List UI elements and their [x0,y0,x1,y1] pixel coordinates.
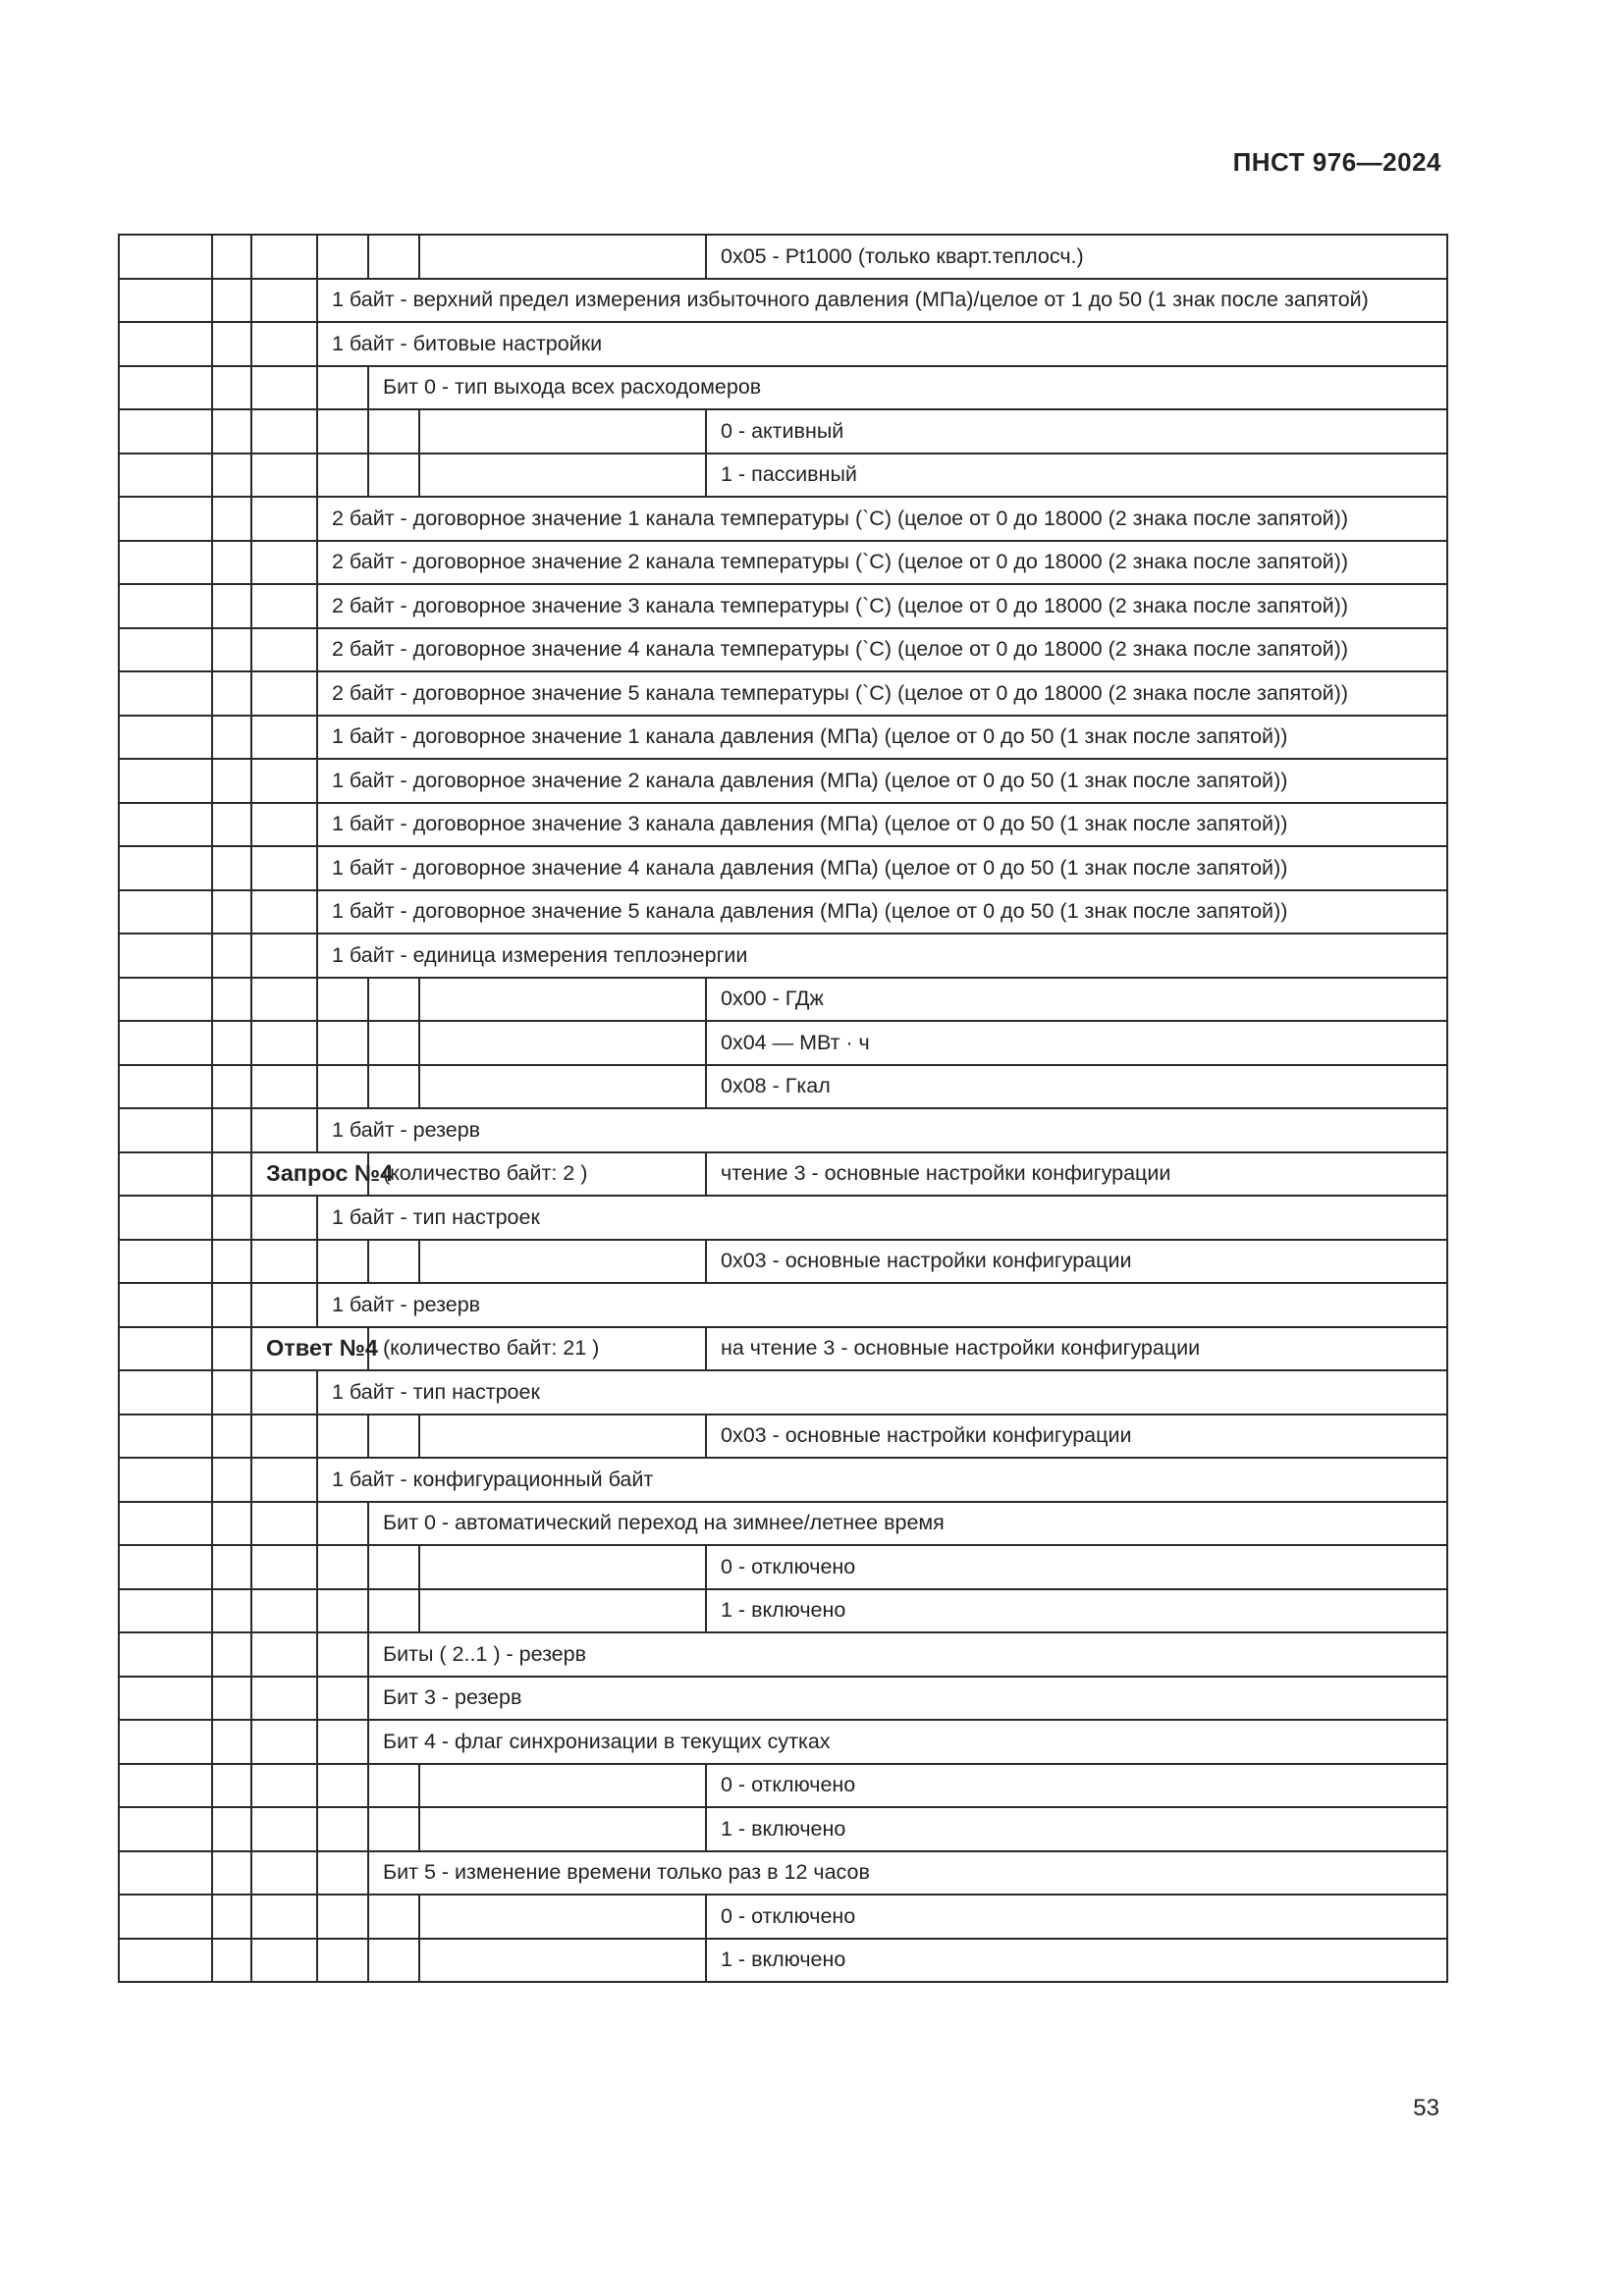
value-cell: 1 - пассивный [706,454,1447,498]
empty-cell [251,1720,317,1764]
empty-cell [251,1632,317,1677]
empty-cell [212,1895,251,1939]
empty-cell [119,1415,212,1459]
empty-cell [251,1108,317,1152]
empty-cell [419,1939,706,1983]
empty-cell [317,1502,368,1546]
empty-cell [212,1851,251,1896]
empty-cell [119,497,212,541]
empty-cell [212,1807,251,1851]
empty-cell [212,978,251,1022]
empty-cell [212,1764,251,1808]
empty-cell [212,1021,251,1065]
empty-cell [368,1415,419,1459]
bit-description-cell: Бит 4 - флаг синхронизации в текущих сутках [368,1720,1447,1764]
empty-cell [119,1502,212,1546]
empty-cell [251,454,317,498]
byte-count-cell: (количество байт: 2 ) [368,1152,706,1197]
empty-cell [212,628,251,672]
table-row [119,759,1447,803]
empty-cell [317,366,368,410]
table-row [119,1720,1447,1764]
empty-cell [317,978,368,1022]
empty-cell [251,279,317,323]
empty-cell [317,1677,368,1721]
empty-cell [317,1764,368,1808]
value-cell: 1 - включено [706,1807,1447,1851]
empty-cell [212,1196,251,1240]
empty-cell [119,1939,212,1983]
empty-cell [251,541,317,585]
empty-cell [119,803,212,847]
empty-cell [212,366,251,410]
byte-description-cell: 1 байт - договорное значение 2 канала давления (МПа) (целое от 0 до 50 (1 знак после запятой)) [317,759,1447,803]
table-row [119,1939,1447,1983]
page-number: 53 [1413,2095,1439,2121]
empty-cell [251,1764,317,1808]
empty-cell [119,1764,212,1808]
table-row [119,1108,1447,1152]
empty-cell [119,1240,212,1284]
empty-cell [251,1895,317,1939]
empty-cell [317,1545,368,1589]
table-row [119,1065,1447,1109]
empty-cell [119,890,212,934]
table-row [119,890,1447,934]
empty-cell [368,409,419,454]
empty-cell [368,454,419,498]
empty-cell [317,454,368,498]
value-cell: 1 - включено [706,1939,1447,1983]
empty-cell [251,1415,317,1459]
table-row [119,1677,1447,1721]
table-row [119,1327,1447,1371]
empty-cell [317,1939,368,1983]
empty-cell [212,1677,251,1721]
value-cell: 0x04 — МВт · ч [706,1021,1447,1065]
empty-cell [419,1415,706,1459]
empty-cell [212,1283,251,1327]
table-row [119,454,1447,498]
empty-cell [317,1720,368,1764]
byte-description-cell: 2 байт - договорное значение 1 канала температуры (`C) (целое от 0 до 18000 (2 знака после запятой)) [317,497,1447,541]
table-row [119,1415,1447,1459]
bit-description-cell: Бит 5 - изменение времени только раз в 12 часов [368,1851,1447,1896]
empty-cell [317,1240,368,1284]
empty-cell [212,235,251,279]
table-row [119,934,1447,978]
empty-cell [251,1807,317,1851]
empty-cell [212,1589,251,1633]
empty-cell [119,454,212,498]
empty-cell [419,978,706,1022]
table-row [119,1764,1447,1808]
byte-description-cell: 1 байт - резерв [317,1283,1447,1327]
empty-cell [317,409,368,454]
table-row [119,628,1447,672]
bit-description-cell: Бит 0 - автоматический переход на зимнее/летнее время [368,1502,1447,1546]
table-row [119,1502,1447,1546]
empty-cell [317,1415,368,1459]
request-label: Запрос №4 [251,1152,368,1197]
value-cell: 0x03 - основные настройки конфигурации [706,1240,1447,1284]
table-row [119,1458,1447,1502]
empty-cell [251,1240,317,1284]
empty-cell [251,1196,317,1240]
value-cell: 0 - отключено [706,1545,1447,1589]
empty-cell [212,409,251,454]
empty-cell [419,1807,706,1851]
empty-cell [251,1502,317,1546]
empty-cell [251,803,317,847]
empty-cell [419,1589,706,1633]
table-row [119,1240,1447,1284]
empty-cell [251,628,317,672]
empty-cell [368,1065,419,1109]
byte-description-cell: 2 байт - договорное значение 4 канала температуры (`C) (целое от 0 до 18000 (2 знака после запятой)) [317,628,1447,672]
table-row [119,1021,1447,1065]
byte-description-cell: 1 байт - битовые настройки [317,322,1447,366]
empty-cell [212,1370,251,1415]
empty-cell [119,1632,212,1677]
empty-cell [212,1415,251,1459]
empty-cell [212,1939,251,1983]
empty-cell [419,1065,706,1109]
empty-cell [251,671,317,716]
byte-description-cell: 1 байт - резерв [317,1108,1447,1152]
empty-cell [251,1283,317,1327]
empty-cell [251,235,317,279]
byte-description-cell: 1 байт - конфигурационный байт [317,1458,1447,1502]
table-row [119,497,1447,541]
empty-cell [419,454,706,498]
empty-cell [419,1545,706,1589]
empty-cell [212,1065,251,1109]
table-row [119,716,1447,760]
empty-cell [317,1632,368,1677]
empty-cell [368,1764,419,1808]
empty-cell [212,803,251,847]
value-cell: 0x00 - ГДж [706,978,1447,1022]
request-label: Ответ №4 [251,1327,368,1371]
table-row [119,1589,1447,1633]
empty-cell [119,1545,212,1589]
empty-cell [212,759,251,803]
empty-cell [119,978,212,1022]
byte-description-cell: 1 байт - договорное значение 4 канала давления (МПа) (целое от 0 до 50 (1 знак после запятой)) [317,846,1447,890]
empty-cell [119,1327,212,1371]
empty-cell [119,846,212,890]
empty-cell [119,1720,212,1764]
empty-cell [212,1327,251,1371]
table-row [119,322,1447,366]
byte-count-cell: (количество байт: 21 ) [368,1327,706,1371]
empty-cell [119,1021,212,1065]
empty-cell [212,497,251,541]
value-cell: 0 - отключено [706,1895,1447,1939]
empty-cell [212,1152,251,1197]
protocol-spec-table [118,234,1448,1983]
empty-cell [119,934,212,978]
empty-cell [251,1589,317,1633]
empty-cell [119,235,212,279]
empty-cell [251,497,317,541]
byte-description-cell: 1 байт - единица измерения теплоэнергии [317,934,1447,978]
empty-cell [119,541,212,585]
empty-cell [119,1589,212,1633]
value-cell: 0x05 - Pt1000 (только кварт.теплосч.) [706,235,1447,279]
document-code: ПНСТ 976—2024 [1232,147,1441,177]
table-row [119,1851,1447,1896]
empty-cell [419,1764,706,1808]
empty-cell [212,454,251,498]
empty-cell [212,1458,251,1502]
table-row [119,803,1447,847]
byte-description-cell: 1 байт - договорное значение 5 канала давления (МПа) (целое от 0 до 50 (1 знак после запятой)) [317,890,1447,934]
empty-cell [119,716,212,760]
table-row [119,1545,1447,1589]
value-cell: 0x03 - основные настройки конфигурации [706,1415,1447,1459]
empty-cell [212,1502,251,1546]
empty-cell [419,1240,706,1284]
table-row [119,1370,1447,1415]
empty-cell [251,1939,317,1983]
empty-cell [251,1545,317,1589]
empty-cell [368,1807,419,1851]
bit-description-cell: Бит 3 - резерв [368,1677,1447,1721]
empty-cell [119,366,212,410]
empty-cell [119,628,212,672]
empty-cell [212,1240,251,1284]
empty-cell [119,1196,212,1240]
empty-cell [212,322,251,366]
empty-cell [368,978,419,1022]
empty-cell [251,322,317,366]
empty-cell [251,366,317,410]
table-row [119,671,1447,716]
empty-cell [119,279,212,323]
empty-cell [317,1851,368,1896]
byte-description-cell: 1 байт - договорное значение 3 канала давления (МПа) (целое от 0 до 50 (1 знак после запятой)) [317,803,1447,847]
empty-cell [119,1677,212,1721]
empty-cell [317,1895,368,1939]
table-row [119,1283,1447,1327]
empty-cell [212,279,251,323]
empty-cell [368,1895,419,1939]
empty-cell [251,584,317,628]
empty-cell [317,235,368,279]
empty-cell [251,978,317,1022]
empty-cell [119,1108,212,1152]
empty-cell [317,1589,368,1633]
empty-cell [251,1370,317,1415]
empty-cell [119,1458,212,1502]
empty-cell [119,322,212,366]
empty-cell [212,716,251,760]
empty-cell [419,409,706,454]
byte-description-cell: 1 байт - тип настроек [317,1196,1447,1240]
table-row [119,1152,1447,1197]
empty-cell [212,584,251,628]
empty-cell [212,541,251,585]
table-row [119,1895,1447,1939]
empty-cell [251,1677,317,1721]
byte-description-cell: 2 байт - договорное значение 3 канала температуры (`C) (целое от 0 до 18000 (2 знака после запятой)) [317,584,1447,628]
byte-description-cell: 1 байт - тип настроек [317,1370,1447,1415]
empty-cell [119,1152,212,1197]
empty-cell [251,759,317,803]
table-row [119,235,1447,279]
empty-cell [119,1065,212,1109]
table-row [119,279,1447,323]
empty-cell [119,584,212,628]
request-description-cell: на чтение 3 - основные настройки конфигурации [706,1327,1447,1371]
empty-cell [119,1807,212,1851]
empty-cell [419,1021,706,1065]
bit-description-cell: Биты ( 2..1 ) - резерв [368,1632,1447,1677]
empty-cell [368,1021,419,1065]
empty-cell [212,1632,251,1677]
empty-cell [251,409,317,454]
table-row [119,1196,1447,1240]
empty-cell [212,890,251,934]
byte-description-cell: 1 байт - верхний предел измерения избыточного давления (МПа)/целое от 1 до 50 (1 знак после запятой) [317,279,1447,323]
byte-description-cell: 2 байт - договорное значение 5 канала температуры (`C) (целое от 0 до 18000 (2 знака после запятой)) [317,671,1447,716]
empty-cell [212,846,251,890]
empty-cell [317,1065,368,1109]
value-cell: 0x08 - Гкал [706,1065,1447,1109]
empty-cell [251,1458,317,1502]
empty-cell [368,1240,419,1284]
empty-cell [212,671,251,716]
empty-cell [251,934,317,978]
empty-cell [368,1545,419,1589]
table-row [119,409,1447,454]
empty-cell [212,1720,251,1764]
byte-description-cell: 2 байт - договорное значение 2 канала температуры (`C) (целое от 0 до 18000 (2 знака после запятой)) [317,541,1447,585]
table-row [119,846,1447,890]
value-cell: 1 - включено [706,1589,1447,1633]
empty-cell [119,759,212,803]
empty-cell [317,1807,368,1851]
empty-cell [419,235,706,279]
table-row [119,541,1447,585]
bit-description-cell: Бит 0 - тип выхода всех расходомеров [368,366,1447,410]
table-row [119,1632,1447,1677]
empty-cell [119,1283,212,1327]
byte-description-cell: 1 байт - договорное значение 1 канала давления (МПа) (целое от 0 до 50 (1 знак после запятой)) [317,716,1447,760]
request-description-cell: чтение 3 - основные настройки конфигурации [706,1152,1447,1197]
empty-cell [317,1021,368,1065]
empty-cell [119,1851,212,1896]
table-row [119,978,1447,1022]
empty-cell [251,716,317,760]
empty-cell [251,1065,317,1109]
empty-cell [119,1370,212,1415]
empty-cell [368,1589,419,1633]
table-row [119,366,1447,410]
empty-cell [368,1939,419,1983]
value-cell: 0 - отключено [706,1764,1447,1808]
empty-cell [212,1108,251,1152]
empty-cell [119,409,212,454]
empty-cell [251,890,317,934]
empty-cell [212,934,251,978]
table-row [119,584,1447,628]
empty-cell [212,1545,251,1589]
empty-cell [119,1895,212,1939]
value-cell: 0 - активный [706,409,1447,454]
empty-cell [119,671,212,716]
empty-cell [251,846,317,890]
empty-cell [419,1895,706,1939]
empty-cell [251,1021,317,1065]
empty-cell [368,235,419,279]
table-row [119,1807,1447,1851]
empty-cell [251,1851,317,1896]
